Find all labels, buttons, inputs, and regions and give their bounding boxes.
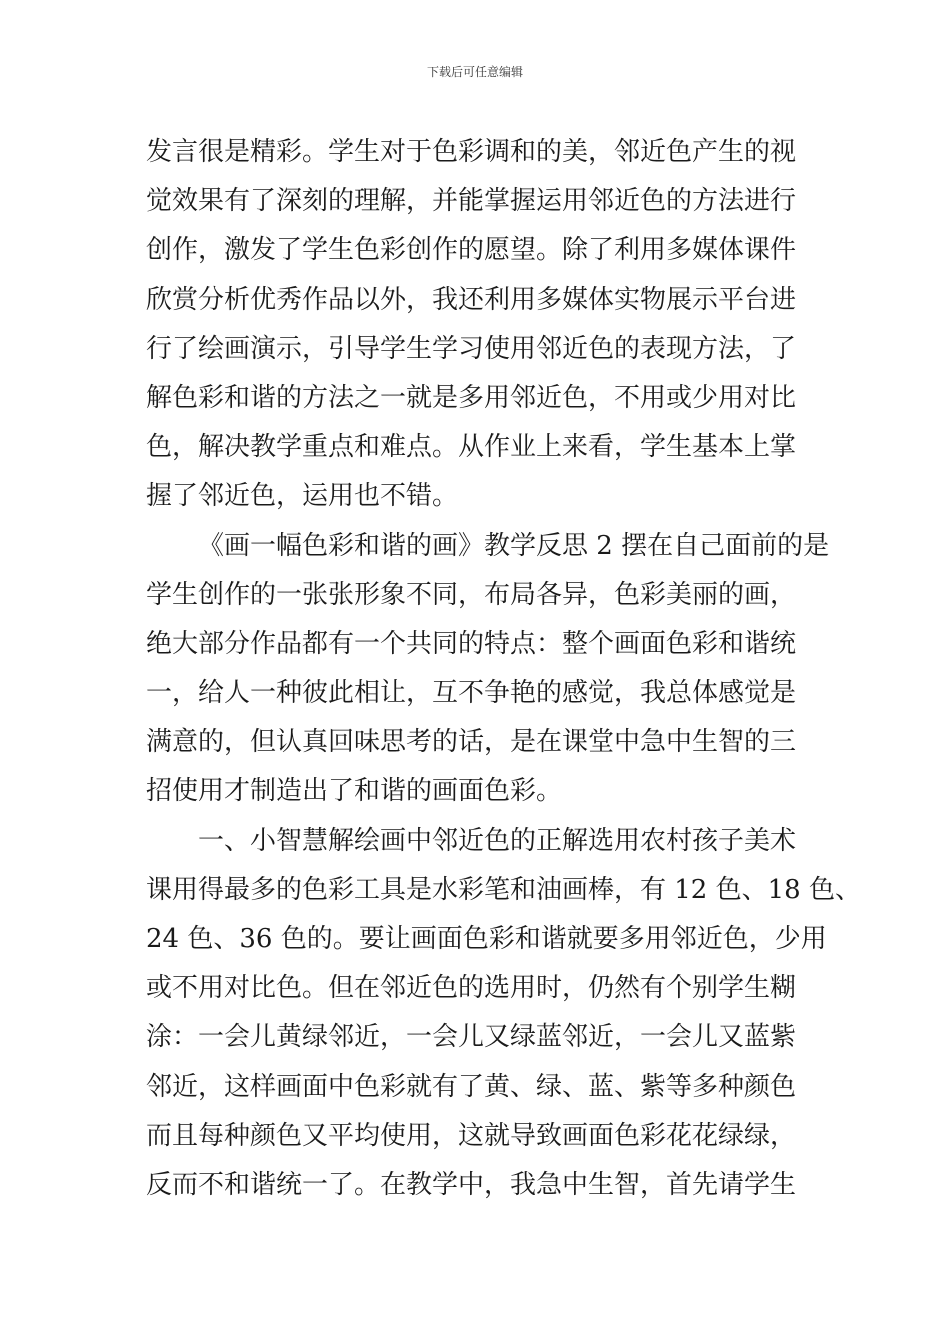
text-line-14: 招使用才制造出了和谐的画面色彩。 [146,776,563,807]
text-line-6: 解色彩和谐的方法之一就是多用邻近色，不用或少用对比 [146,382,797,413]
text-line-22: 反而不和谐统一了。在教学中，我急中生智，首先请学生 [146,1169,797,1200]
paragraph-start-section-1: 一、小智慧解绘画中邻近色的正解选用农村孩子美术 [198,825,797,856]
text-line-7: 色，解决教学重点和难点。从作业上来看，学生基本上掌 [146,432,797,463]
text-line-19: 涂：一会儿黄绿邻近，一会儿又绿蓝邻近，一会儿又蓝紫 [146,1022,797,1053]
text-line-8: 握了邻近色，运用也不错。 [146,481,459,512]
text-line-13: 满意的，但认真回味思考的话，是在课堂中急中生智的三 [146,727,797,758]
text-line-4: 欣赏分析优秀作品以外，我还利用多媒体实物展示平台进 [146,284,797,315]
paragraph-start-reflection-2: 《画一幅色彩和谐的画》教学反思 2 摆在自己面前的是 [198,530,830,561]
text-line-21: 而且每种颜色又平均使用，这就导致画面色彩花花绿绿， [146,1120,797,1151]
text-line-3: 创作，激发了学生色彩创作的愿望。除了利用多媒体课件 [146,235,797,266]
text-line-11: 绝大部分作品都有一个共同的特点：整个画面色彩和谐统 [146,628,797,659]
page-header: 下载后可任意编辑 [426,65,523,79]
text-line-2: 觉效果有了深刻的理解，并能掌握运用邻近色的方法进行 [146,186,797,217]
text-line-16: 课用得最多的色彩工具是水彩笔和油画棒，有 12 色、18 色、 [146,874,861,905]
text-line-12: 一，给人一种彼此相让，互不争艳的感觉，我总体感觉是 [146,678,797,709]
text-line-20: 邻近，这样画面中色彩就有了黄、绿、蓝、紫等多种颜色 [146,1071,797,1102]
document-body [146,128,861,1210]
text-line-1: 发言很是精彩。学生对于色彩调和的美，邻近色产生的视 [146,137,797,167]
text-line-10: 学生创作的一张张形象不同，布局各异，色彩美丽的画， [146,579,797,610]
text-line-17: 24 色、36 色的。要让画面色彩和谐就要多用邻近色，少用 [146,924,827,954]
text-line-5: 行了绘画演示，引导学生学习使用邻近色的表现方法，了 [146,333,797,364]
text-line-18: 或不用对比色。但在邻近色的选用时，仍然有个别学生糊 [146,973,797,1004]
